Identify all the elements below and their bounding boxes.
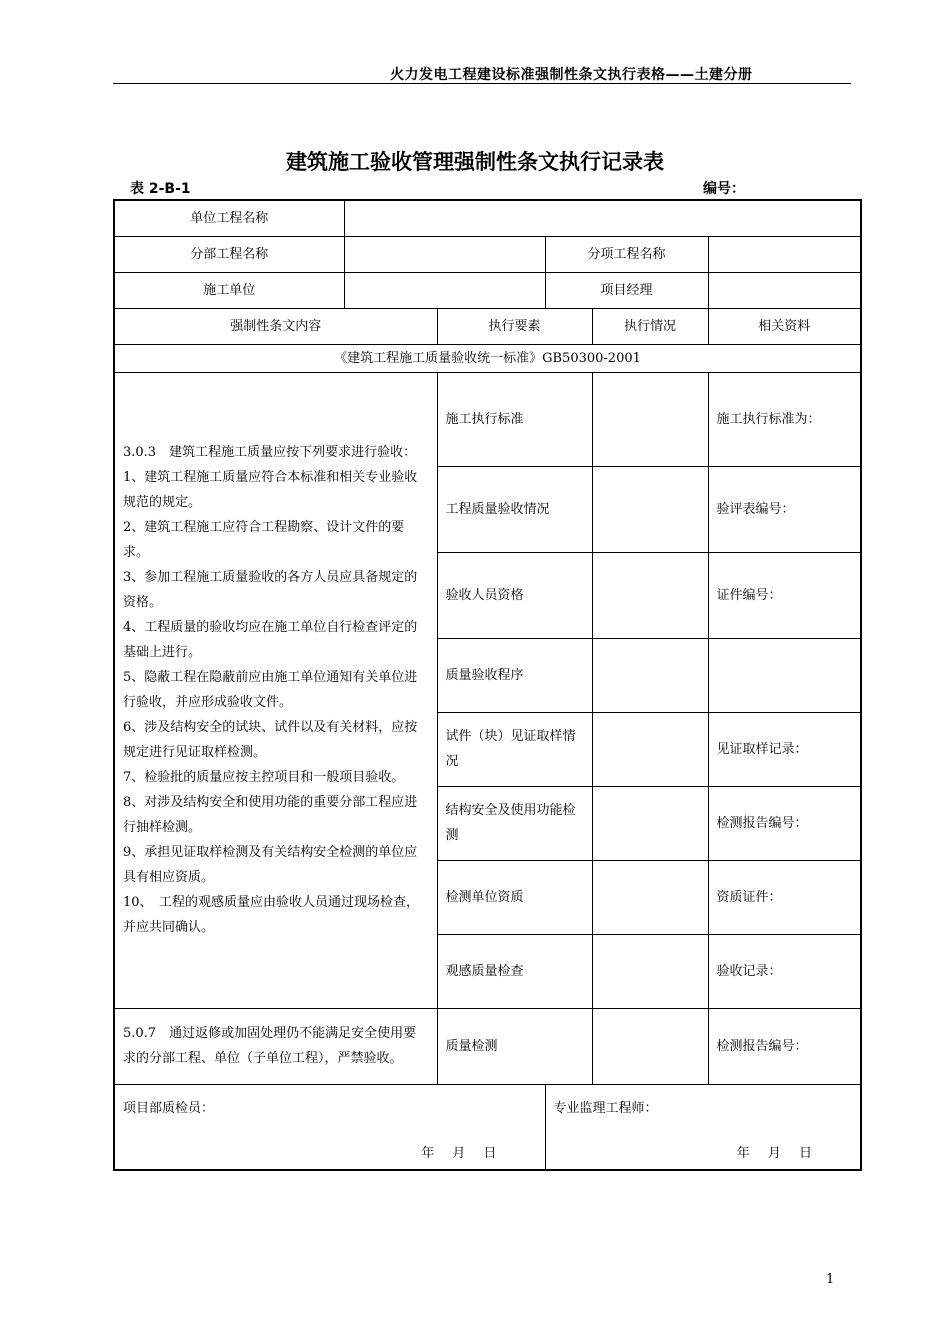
col-header-elements: 执行要素 — [437, 308, 592, 344]
clause-507-text: 5.0.7 通过返修或加固处理仍不能满足安全使用要求的分部工程、单位（子单位工程），严禁验收。 — [114, 1008, 437, 1084]
subitem-project-label: 分项工程名称 — [545, 236, 708, 272]
supervisor-signature[interactable] — [545, 1084, 861, 1170]
element-cell: 结构安全及使用功能检测 — [437, 786, 592, 860]
clause-303-line: 2、建筑工程施工应符合工程勘察、设计文件的要求。 — [123, 520, 405, 560]
record-table — [113, 199, 862, 1171]
serial-number-label: 编号： — [703, 181, 745, 197]
clause-303-text — [114, 372, 437, 1008]
quality-inspector-date: 年 月 日 — [421, 1145, 497, 1161]
material-cell: 验评表编号： — [708, 466, 861, 552]
clause-303-line: 1、建筑工程施工质量应符合本标准和相关专业验收规范的规定。 — [123, 470, 418, 510]
project-manager-value[interactable] — [708, 272, 861, 308]
status-cell[interactable] — [592, 1008, 708, 1084]
element-cell: 工程质量验收情况 — [437, 466, 592, 552]
document-title: 建筑施工验收管理强制性条文执行记录表 — [286, 150, 664, 174]
material-cell: 检测报告编号： — [708, 786, 861, 860]
status-cell[interactable] — [592, 638, 708, 712]
page-number: 1 — [826, 1272, 835, 1287]
element-cell: 检测单位资质 — [437, 860, 592, 934]
clause-303-line: 7、检验批的质量应按主控项目和一般项目验收。 — [123, 770, 405, 785]
col-header-content: 强制性条文内容 — [114, 308, 437, 344]
element-cell: 质量检测 — [437, 1008, 592, 1084]
division-project-label: 分部工程名称 — [114, 236, 344, 272]
construction-unit-value[interactable] — [344, 272, 545, 308]
clause-303-line: 8、对涉及结构安全和使用功能的重要分部工程应进行抽样检测。 — [123, 795, 418, 835]
status-cell[interactable] — [592, 552, 708, 638]
material-cell: 施工执行标准为： — [708, 372, 861, 466]
project-manager-label: 项目经理 — [545, 272, 708, 308]
element-cell: 质量验收程序 — [437, 638, 592, 712]
col-header-materials: 相关资料 — [708, 308, 861, 344]
element-cell: 验收人员资格 — [437, 552, 592, 638]
construction-unit-label: 施工单位 — [114, 272, 344, 308]
quality-inspector-signature[interactable] — [114, 1084, 545, 1170]
subitem-project-value[interactable] — [708, 236, 861, 272]
col-header-status: 执行情况 — [592, 308, 708, 344]
supervisor-date: 年 月 日 — [736, 1145, 812, 1161]
clause-303-line: 9、承担见证取样检测及有关结构安全检测的单位应具有相应资质。 — [123, 845, 418, 885]
status-cell[interactable] — [592, 934, 708, 1008]
element-cell: 施工执行标准 — [437, 372, 592, 466]
material-cell: 见证取样记录： — [708, 712, 861, 786]
clause-303-line: 3、参加工程施工质量验收的各方人员应具备规定的资格。 — [123, 570, 418, 610]
material-cell — [708, 638, 861, 712]
clause-303-line: 4、工程质量的验收均应在施工单位自行检查评定的基础上进行。 — [123, 620, 418, 660]
unit-project-value[interactable] — [344, 200, 861, 236]
clause-303-line: 3.0.3 建筑工程施工质量应按下列要求进行验收： — [123, 445, 417, 460]
table-number: 表 2-B-1 — [130, 181, 191, 197]
material-cell: 证件编号： — [708, 552, 861, 638]
quality-inspector-label: 项目部质检员： — [123, 1100, 215, 1116]
header-rule — [113, 83, 851, 84]
material-cell: 资质证件： — [708, 860, 861, 934]
clause-303-line: 6、涉及结构安全的试块、试件以及有关材料，应按规定进行见证取样检测。 — [123, 720, 418, 760]
material-cell: 验收记录： — [708, 934, 861, 1008]
standard-name: 《建筑工程施工质量验收统一标准》GB50300-2001 — [114, 344, 861, 372]
clause-303-line: 5、隐蔽工程在隐蔽前应由施工单位通知有关单位进行验收，并应形成验收文件。 — [123, 670, 418, 710]
clause-303-line: 10、 工程的观感质量应由验收人员通过现场检查，并应共同确认。 — [123, 895, 420, 935]
division-project-value[interactable] — [344, 236, 545, 272]
status-cell[interactable] — [592, 860, 708, 934]
status-cell[interactable] — [592, 466, 708, 552]
running-header: 火力发电工程建设标准强制性条文执行表格——土建分册 — [390, 67, 753, 83]
status-cell[interactable] — [592, 786, 708, 860]
unit-project-label: 单位工程名称 — [114, 200, 344, 236]
element-cell: 试件（块）见证取样情况 — [437, 712, 592, 786]
material-cell: 检测报告编号： — [708, 1008, 861, 1084]
status-cell[interactable] — [592, 712, 708, 786]
element-cell: 观感质量检查 — [437, 934, 592, 1008]
supervisor-label: 专业监理工程师： — [553, 1100, 658, 1116]
status-cell[interactable] — [592, 372, 708, 466]
